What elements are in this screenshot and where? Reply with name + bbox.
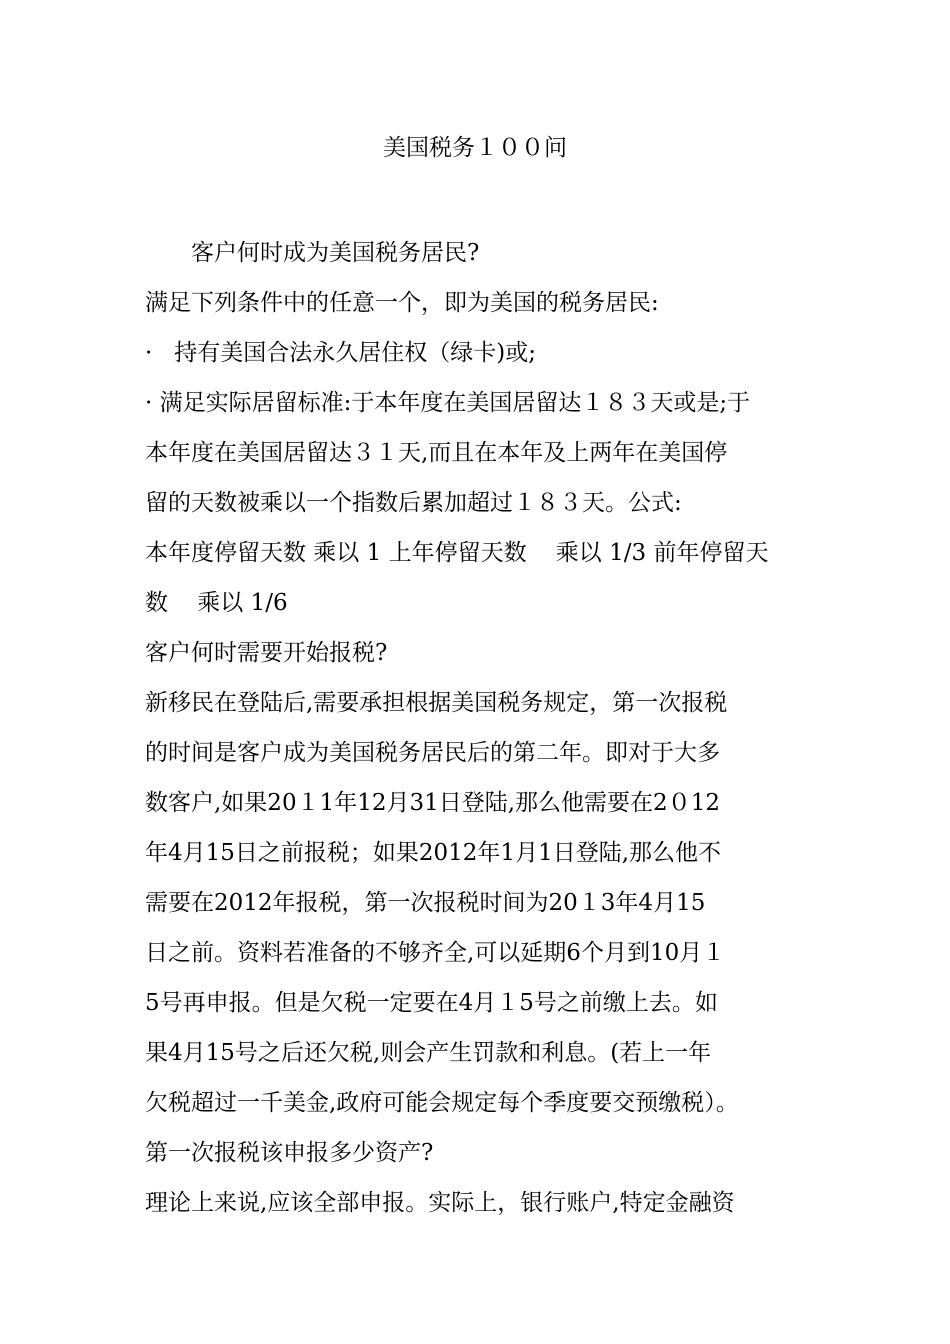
paragraph-line: 新移民在登陆后,需要承担根据美国税务规定，第一次报税 bbox=[145, 690, 728, 716]
paragraph-line: 数客户,如果20１1年12月31日登陆,那么他需要在2０12 bbox=[145, 790, 720, 816]
paragraph-line: 留的天数被乘以一个指数后累加超过１８３天。公式: bbox=[145, 490, 682, 516]
paragraph-line: 需要在2012年报税，第一次报税时间为20１3年4月15 bbox=[145, 890, 706, 916]
paragraph-line: 客户何时需要开始报税? bbox=[145, 640, 388, 666]
paragraph-line: 第一次报税该申报多少资产? bbox=[145, 1140, 434, 1166]
paragraph-line: 欠税超过一千美金,政府可能会规定每个季度要交预缴税）。 bbox=[145, 1090, 739, 1116]
paragraph-line: 满足下列条件中的任意一个，即为美国的税务居民: bbox=[145, 290, 659, 316]
paragraph-line: 果4月15号之后还欠税,则会产生罚款和利息。(若上一年 bbox=[145, 1040, 712, 1066]
paragraph-line: 日之前。资料若准备的不够齐全,可以延期6个月到10月１ bbox=[145, 940, 726, 966]
paragraph-line: 年4月15日之前报税；如果2012年1月1日登陆,那么他不 bbox=[145, 840, 722, 866]
paragraph-line: · 持有美国合法永久居住权（绿卡)或; bbox=[145, 340, 536, 366]
paragraph-line: 本年度停留天数 乘以 1 上年停留天数 乘以 1/3 前年停留天 bbox=[145, 540, 769, 566]
paragraph-line: 的时间是客户成为美国税务居民后的第二年。即对于大多 bbox=[145, 740, 720, 766]
paragraph-line: · 满足实际居留标准:于本年度在美国居留达１８３天或是;于 bbox=[145, 390, 751, 416]
paragraph-line: 数 乘以 1/6 bbox=[145, 590, 288, 616]
paragraph-line: 本年度在美国居留达３１天,而且在本年及上两年在美国停 bbox=[145, 440, 728, 466]
paragraph-line: 5号再申报。但是欠税一定要在4月１5号之前缴上去。如 bbox=[145, 990, 718, 1016]
document-body bbox=[145, 228, 825, 1228]
paragraph-line: 理论上来说,应该全部申报。实际上，银行账户,特定金融资 bbox=[145, 1190, 735, 1216]
document-title: 美国税务１００问 bbox=[383, 135, 567, 161]
paragraph-line: 客户何时成为美国税务居民? bbox=[191, 240, 480, 266]
